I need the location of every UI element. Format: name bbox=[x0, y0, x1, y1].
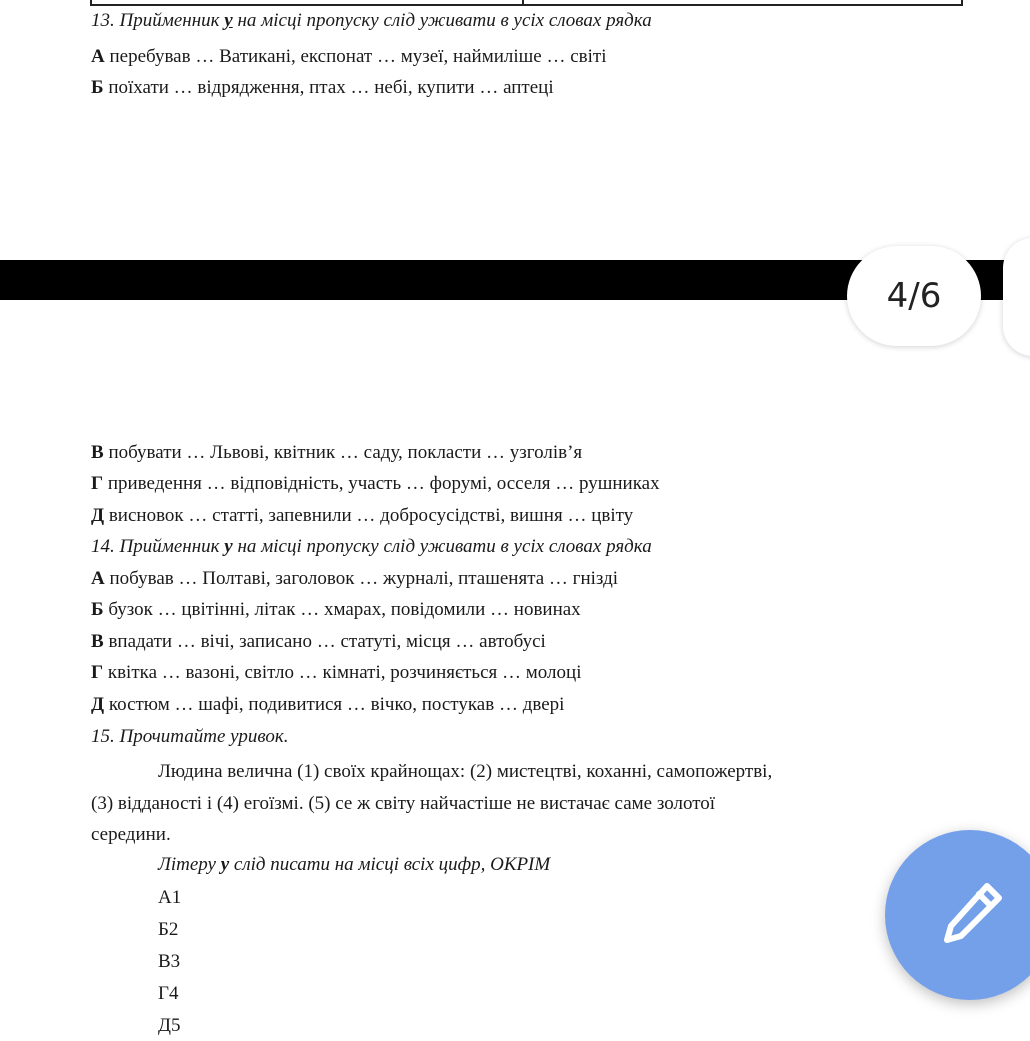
q15-answer-b2: Б2 bbox=[158, 919, 179, 940]
q14-option-v: В впадати … вічі, записано … статуті, місця … автобусі bbox=[91, 631, 546, 652]
pencil-icon bbox=[937, 878, 1007, 950]
q15-task: Літеру у слід писати на місці всіх цифр, ОКРІМ bbox=[158, 854, 551, 875]
q14-option-a: А побував … Полтаві, заголовок … журналі, пташенята … гнізді bbox=[91, 568, 619, 589]
q15-passage-line-1: Людина велична (1) своїх крайнощах: (2) мистецтві, коханні, самопожертві, bbox=[158, 761, 773, 782]
page-indicator: 4/6 bbox=[847, 246, 981, 346]
side-control[interactable] bbox=[1003, 238, 1030, 356]
question-13-prompt: 13. Прийменник у на місці пропуску слід уживати в усіх словах рядка bbox=[91, 10, 652, 31]
question-15-prompt: 15. Прочитайте уривок. bbox=[91, 726, 289, 747]
q14-option-d: Д костюм … шафі, подивитися … вічко, постукав … двері bbox=[91, 694, 565, 715]
q14-option-g: Г квітка … вазоні, світло … кімнаті, розчиняється … молоці bbox=[91, 662, 582, 683]
question-14-prompt: 14. Прийменник у на місці пропуску слід уживати в усіх словах рядка bbox=[91, 536, 652, 557]
page-top bbox=[0, 0, 1030, 250]
q15-passage-line-3: середини. bbox=[91, 824, 171, 845]
q13-option-a: А перебував … Ватикані, експонат … музеї, наймиліше … світі bbox=[91, 46, 607, 67]
q13-option-v: В побувати … Львові, квітник … саду, покласти … узголів’я bbox=[91, 442, 583, 463]
q15-passage-line-2: (3) відданості і (4) егоїзмі. (5) се ж світу найчастіше не вистачає саме золотої bbox=[91, 793, 716, 814]
q14-option-b: Б бузок … цвітінні, літак … хмарах, повідомили … новинах bbox=[91, 599, 581, 620]
edit-fab-button[interactable] bbox=[885, 830, 1030, 1000]
q15-answer-g4: Г4 bbox=[158, 983, 179, 1004]
q13-option-b: Б поїхати … відрядження, птах … небі, купити … аптеці bbox=[91, 77, 554, 98]
q13-option-d: Д висновок … статті, запевнили … добросусідстві, вишня … цвіту bbox=[91, 505, 634, 526]
q15-answer-a1: А1 bbox=[158, 887, 182, 908]
q13-option-g: Г приведення … відповідність, участь … форумі, осселя … рушниках bbox=[91, 473, 660, 494]
q15-answer-v3: В3 bbox=[158, 951, 181, 972]
q15-answer-d5: Д5 bbox=[158, 1015, 181, 1036]
